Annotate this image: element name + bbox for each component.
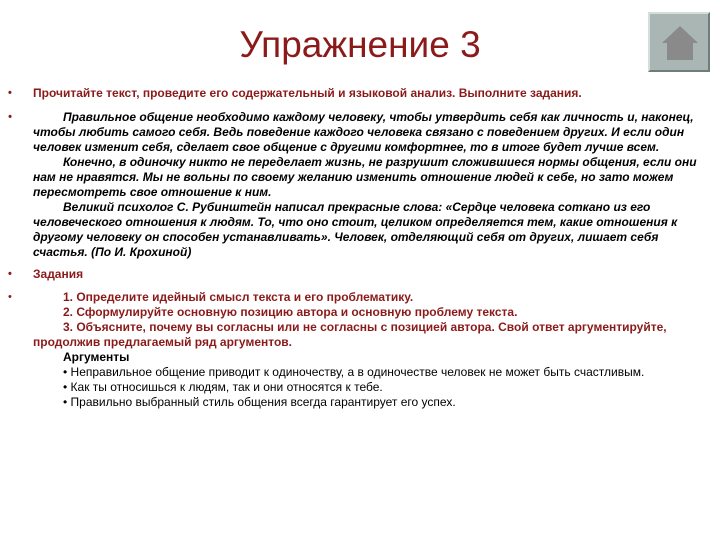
text-paragraph-3: Великий психолог С. Рубинштейн написал прекрасные слова: «Сердце человека соткано из его человеческого отношения к людям. То, что оно стоит, целиком определяется тем, какие отношения к другому человеку он способен устанавливать». Человек, отделяющий себя от других, лишает себя счастья. (По И. Крохиной): [33, 200, 678, 259]
tasks-item: [8, 290, 700, 410]
task-2: 2. Сформулируйте основную позицию автора и основную проблему текста.: [63, 305, 518, 319]
slide-title: Упражнение 3: [239, 24, 481, 65]
bullet: •: [8, 111, 12, 123]
bullet: •: [8, 87, 12, 99]
bullet: •: [8, 291, 12, 303]
slide-content: [8, 86, 700, 410]
instruction-item: [8, 86, 700, 101]
tasks-heading: Задания: [33, 267, 84, 281]
argument-1: • Неправильное общение приводит к одиночеству, а в одиночестве человек не может быть счастливым.: [63, 365, 645, 379]
tasks-heading-item: [8, 267, 700, 282]
instruction-text: Прочитайте текст, проведите его содержательный и языковой анализ. Выполните задания.: [33, 86, 582, 100]
task-1: 1. Определите идейный смысл текста и его проблематику.: [63, 290, 414, 304]
arguments-heading: Аргументы: [63, 350, 130, 364]
bullet: •: [8, 268, 12, 280]
text-paragraph-1: Правильное общение необходимо каждому человеку, чтобы утвердить себя как личность и, наконец, чтобы любить самого себя. Ведь поведение каждого человека связано с поведением других. И если один человек изменит себя, сделает свое общение с другими комфортнее, то в итоге будет лучше всем.: [33, 110, 694, 154]
argument-3: • Правильно выбранный стиль общения всегда гарантирует его успех.: [63, 395, 456, 409]
argument-2: • Как ты относишься к людям, так и они относятся к тебе.: [63, 380, 383, 394]
task-3: 3. Объясните, почему вы согласны или не согласны с позицией автора. Свой ответ аргументируйте, продолжив предлагаемый ряд аргументов.: [33, 320, 667, 349]
text-item: [8, 110, 700, 260]
text-paragraph-2: Конечно, в одиночку никто не переделает жизнь, не разрушит сложившиеся нормы общения, если они нам не нравятся. Мы не вольны по своему желанию изменить отношение людей к себе, но зато можем пересмотреть свое отношение к ним.: [33, 155, 697, 199]
